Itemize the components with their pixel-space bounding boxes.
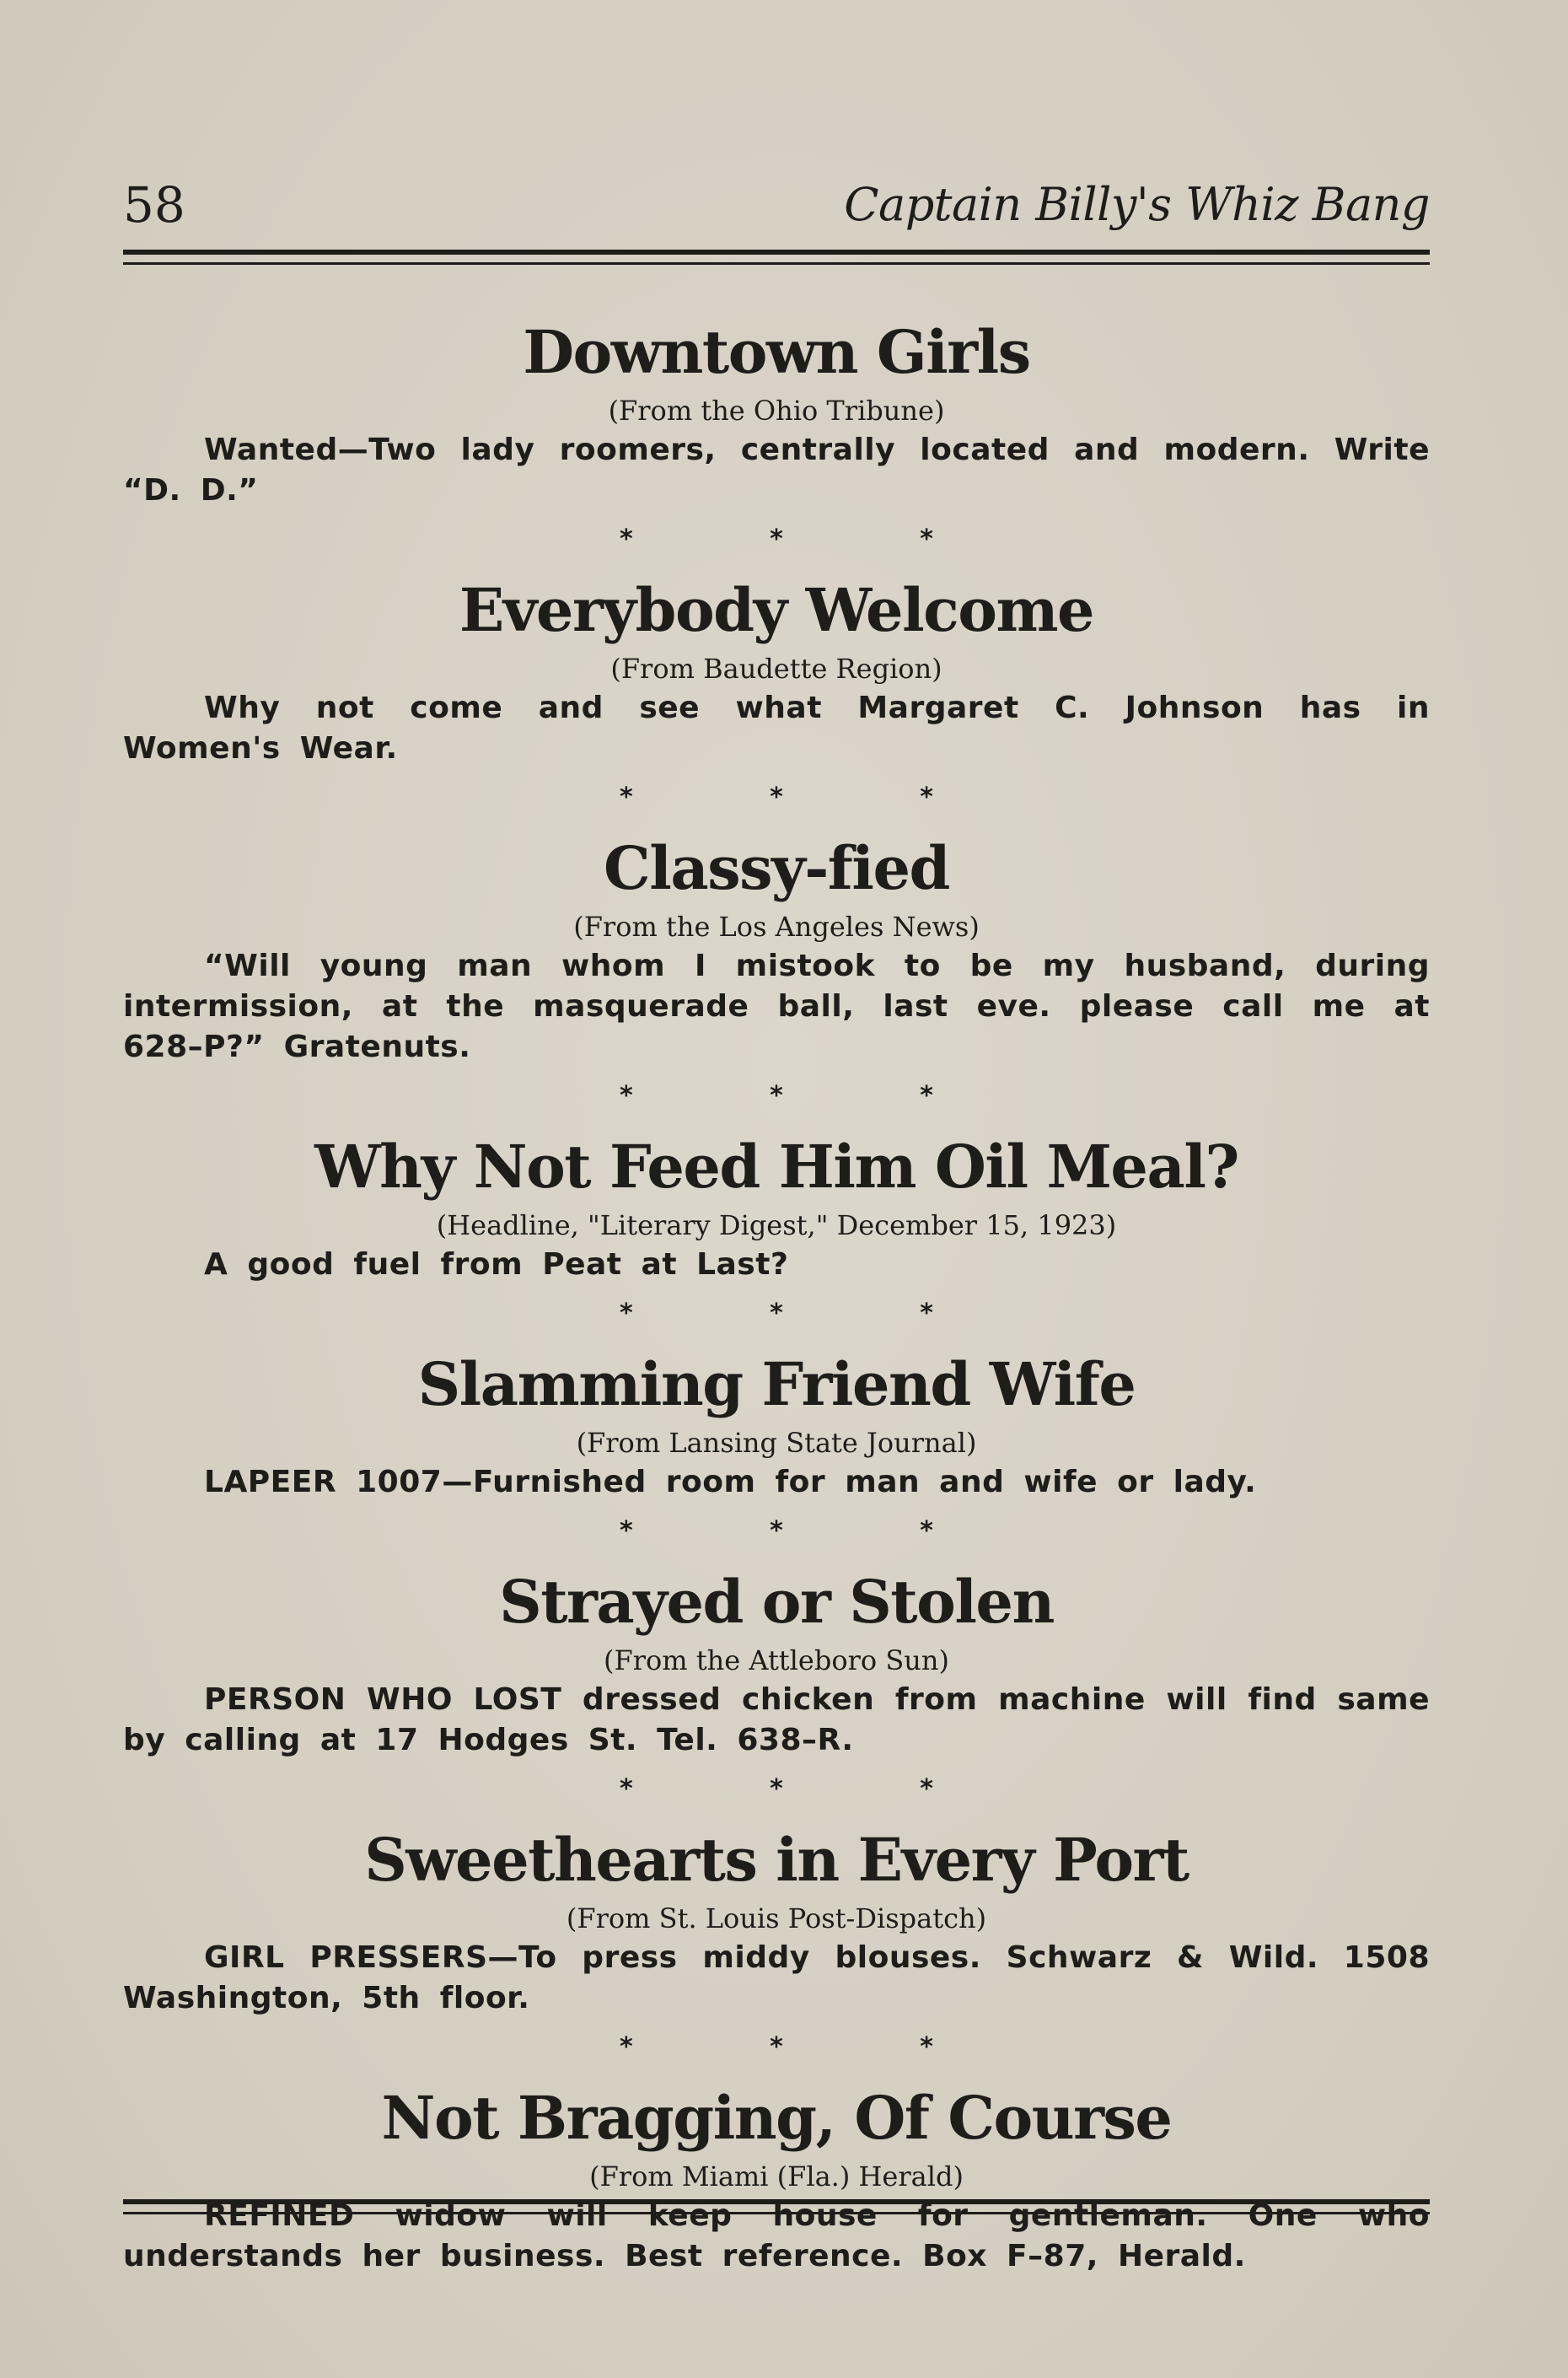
footer-rule: [123, 2199, 1430, 2214]
header-rule: [123, 250, 1430, 265]
item-body: Why not come and see what Margaret C. Johnson has in Women's Wear.: [123, 691, 1430, 766]
item-classy-fied: [123, 828, 1430, 1068]
item-body: A good fuel from Peat at Last?: [204, 1247, 789, 1282]
page-content: [123, 312, 1430, 2277]
asterism-separator: * * *: [620, 525, 997, 554]
item-title: Sweethearts in Every Port: [364, 1825, 1189, 1895]
item-title: Why Not Feed Him Oil Meal?: [314, 1132, 1238, 1202]
item-not-bragging: [123, 2078, 1430, 2277]
item-slamming-friend-wife: [123, 1344, 1430, 1503]
item-source: (From Lansing State Journal): [576, 1427, 977, 1459]
asterism-separator: * * *: [620, 1516, 997, 1546]
item-source: (From the Los Angeles News): [573, 911, 980, 943]
item-title: Everybody Welcome: [459, 575, 1094, 645]
asterism-separator: * * *: [620, 1081, 997, 1111]
item-body: LAPEER 1007—Furnished room for man and wife or lady.: [204, 1465, 1257, 1499]
item-source: (From Baudette Region): [610, 653, 942, 685]
item-downtown-girls: [123, 312, 1430, 511]
item-body: PERSON WHO LOST dressed chicken from machine will find same by calling at 17 Hodges St. Tel. 638–R.: [123, 1682, 1430, 1757]
item-body: GIRL PRESSERS—To press middy blouses. Schwarz & Wild. 1508 Washington, 5th floor.: [123, 1940, 1430, 2015]
asterism-separator: * * *: [620, 1774, 997, 1804]
item-title: Not Bragging, Of Course: [381, 2083, 1172, 2153]
asterism-separator: * * *: [620, 2032, 997, 2062]
item-body: Wanted—Two lady roomers, centrally located and modern. Write “D. D.”: [123, 433, 1430, 508]
item-title: Slamming Friend Wife: [417, 1349, 1136, 1419]
item-source: (Headline, "Literary Digest," December 15, 1923): [436, 1209, 1117, 1241]
asterism-separator: * * *: [620, 1299, 997, 1328]
asterism-separator: * * *: [620, 783, 997, 812]
item-oil-meal: [123, 1127, 1430, 1285]
item-body: “Will young man whom I mistook to be my husband, during intermission, at the masquerade ball, last eve. please call me at 628–P?” Gratenuts.: [123, 949, 1430, 1064]
page-number: 58: [123, 176, 185, 234]
page-header: [123, 175, 1430, 234]
item-title: Downtown Girls: [523, 317, 1030, 387]
item-source: (From the Ohio Tribune): [608, 395, 945, 427]
running-title: Captain Billy's Whiz Bang: [844, 178, 1430, 231]
item-body: REFINED widow will keep house for gentleman. One who understands her business. Best reference. Box F–87, Herald.: [123, 2198, 1430, 2273]
item-source: (From St. Louis Post-Dispatch): [566, 1902, 987, 1934]
item-everybody-welcome: [123, 570, 1430, 769]
item-strayed-or-stolen: [123, 1562, 1430, 1761]
item-source: (From Miami (Fla.) Herald): [589, 2160, 964, 2192]
item-title: Classy-fied: [604, 833, 949, 903]
item-title: Strayed or Stolen: [499, 1567, 1054, 1637]
item-sweethearts: [123, 1820, 1430, 2019]
item-source: (From the Attleboro Sun): [604, 1644, 949, 1676]
